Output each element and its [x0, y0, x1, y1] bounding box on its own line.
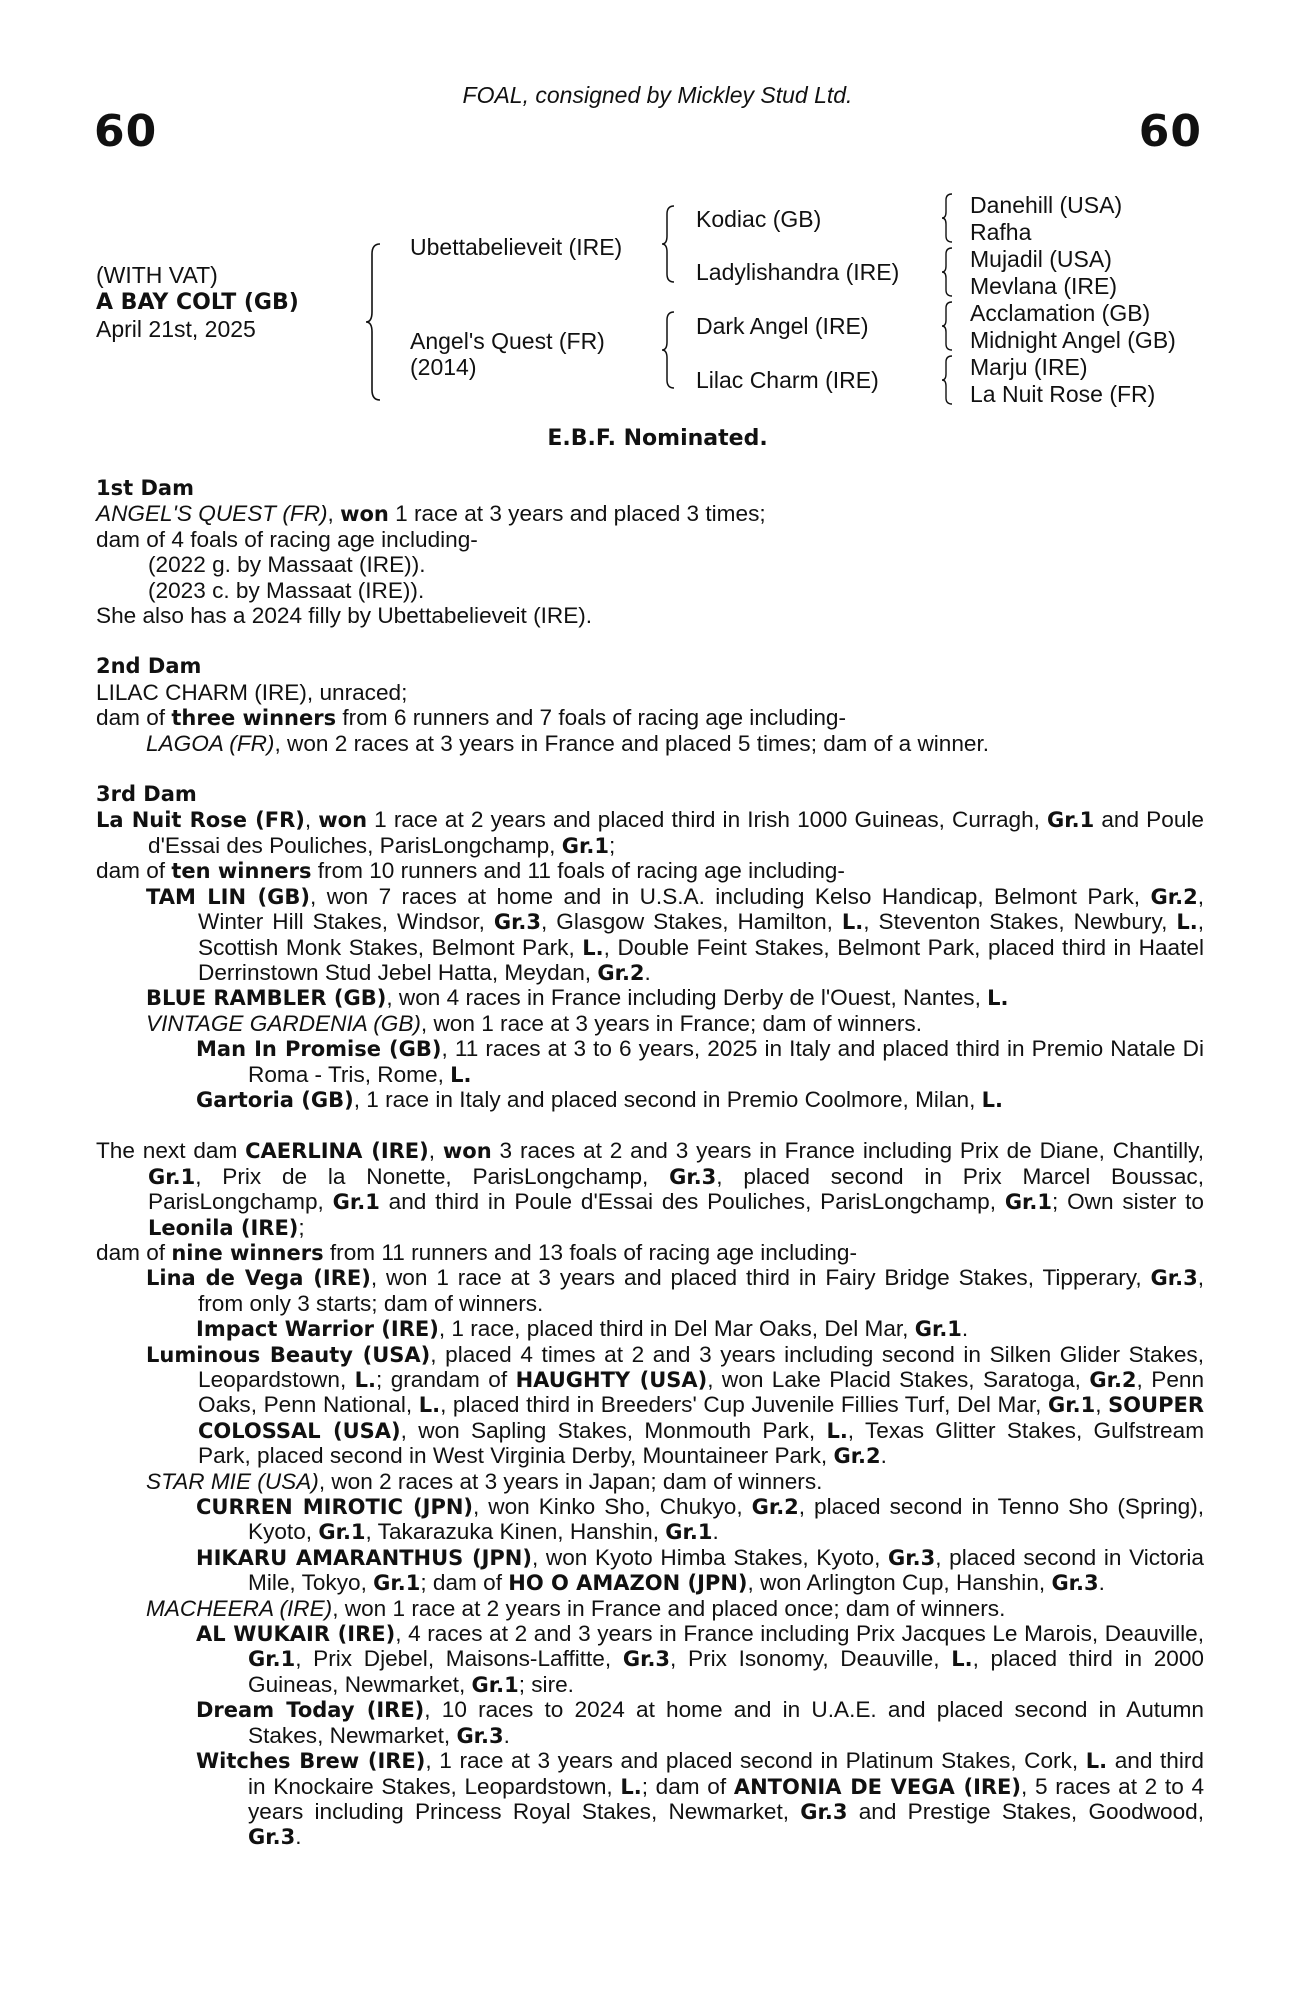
second-dam-heading: 2nd Dam — [96, 654, 202, 679]
dam-year: (2014) — [410, 354, 477, 380]
pedigree-table — [96, 192, 1226, 420]
next-dam-section — [96, 1138, 1204, 1849]
second-dam-section — [96, 654, 1204, 756]
lagoa-entry: LAGOA (FR), won 2 races at 3 years in France and placed 5 times; dam of a winner. — [146, 730, 990, 756]
caerlina-line: The next dam CAERLINA (IRE), won 3 races at 2 and 3 years in France including Prix de Diane, Chantilly, Gr.1, Prix de la Nonette, ParisLongchamp, Gr.3, placed second in Prix Marcel Boussac, ParisLongchamp, Gr.1 and third in Poule d'Essai des Pouliches, ParisLongchamp, Gr.1; Own sister to Leonila (IRE); — [96, 1138, 1205, 1240]
third-dam-section — [96, 782, 1204, 1112]
ggp-1: Danehill (USA) — [970, 192, 1123, 218]
ebf-nomination: E.B.F. Nominated. — [547, 426, 768, 451]
ggp-7: Marju (IRE) — [970, 354, 1088, 380]
dam-sire: Dark Angel (IRE) — [696, 313, 869, 339]
tam-lin-entry: TAM LIN (GB), won 7 races at home and in U.S.A. including Kelso Handicap, Belmont Park, Gr.2, Winter Hill Stakes, Windsor, Gr.3, Glasgow Stakes, Hamilton, L., Steventon Stakes, Newbury, L., Scottish Monk Stakes, Belmont Park, L., Double Feint Stakes, Belmont Park, placed third in Haatel Derrinstown Stud Jebel Hatta, Meydan, Gr.2. — [146, 883, 1204, 985]
brace-ggp-3 — [942, 300, 954, 352]
ggp-6: Midnight Angel (GB) — [970, 327, 1176, 353]
sire-sire: Kodiac (GB) — [696, 206, 822, 232]
vat-note: (WITH VAT) — [96, 262, 218, 288]
brace-main — [366, 242, 382, 402]
first-dam-name: ANGEL'S QUEST (FR) — [96, 501, 328, 527]
lot-title: A BAY COLT (GB) — [96, 290, 299, 315]
man-in-promise-entry: Man In Promise (GB), 11 races at 3 to 6 years, 2025 in Italy and placed third in Premio Natale Di Roma - Tris, Rome, L. — [196, 1036, 1204, 1087]
first-dam-won: won — [340, 501, 389, 527]
blue-rambler-entry: BLUE RAMBLER (GB), won 4 races in France including Derby de l'Ouest, Nantes, L. — [146, 985, 1009, 1011]
lot-number-right: 60 — [1138, 106, 1202, 157]
foaling-date: April 21st, 2025 — [96, 316, 256, 342]
brace-ggp-1 — [942, 192, 954, 244]
hikaru-amaranthus-entry: HIKARU AMARANTHUS (JPN), won Kyoto Himba Stakes, Kyoto, Gr.3, placed second in Victoria Mile, Tokyo, Gr.1; dam of HO O AMAZON (JPN), won Arlington Cup, Hanshin, Gr.3. — [196, 1544, 1205, 1596]
witches-brew-entry: Witches Brew (IRE), 1 race at 3 years and placed second in Platinum Stakes, Cork, L. and third in Knockaire Stakes, Leopardstown, L.; dam of ANTONIA DE VEGA (IRE), 5 races at 2 to 4 years including Princess Royal Stakes, Newmarket, Gr.3 and Prestige Stakes, Goodwood, Gr.3. — [196, 1748, 1205, 1850]
impact-warrior-entry: Impact Warrior (IRE), 1 race, placed third in Del Mar Oaks, Del Mar, Gr.1. — [196, 1316, 969, 1342]
brace-ggp-4 — [942, 354, 954, 406]
brace-ggp-2 — [942, 246, 954, 298]
consignor-line: FOAL, consigned by Mickley Stud Ltd. — [462, 82, 853, 108]
curren-mirotic-entry: CURREN MIROTIC (JPN), won Kinko Sho, Chukyo, Gr.2, placed second in Tenno Sho (Spring), Kyoto, Gr.1, Takarazuka Kinen, Hanshin, Gr.1. — [196, 1494, 1204, 1545]
dam-dam: Lilac Charm (IRE) — [696, 367, 879, 393]
luminous-beauty-entry: Luminous Beauty (USA), placed 4 times at 2 and 3 years including second in Silken Glider Stakes, Leopardstown, L.; grandam of HAUGHTY (USA), won Lake Placid Stakes, Saratoga, Gr.2, Penn Oaks, Penn National, L., placed third in Breeders' Cup Juvenile Fillies Turf, Del Mar, Gr.1, SOUPER COLOSSAL (USA), won Sapling Stakes, Monmouth Park, L., Texas Glitter Stakes, Gulfstream Park, placed second in West Virginia Derby, Mountaineer Park, Gr.2. — [146, 1341, 1205, 1469]
third-dam-line: La Nuit Rose (FR), won 1 race at 2 years and placed third in Irish 1000 Guineas, Curragh, Gr.1 and Poule d'Essai des Pouliches, ParisLongchamp, Gr.1; — [96, 807, 1204, 858]
brace-dam — [662, 310, 676, 390]
first-dam-heading: 1st Dam — [96, 476, 194, 500]
ggp-5: Acclamation (GB) — [970, 300, 1151, 326]
dream-today-entry: Dream Today (IRE), 10 races to 2024 at home and in U.A.E. and placed second in Autumn Stakes, Newmarket, Gr.3. — [196, 1697, 1205, 1748]
ggp-8: La Nuit Rose (FR) — [970, 381, 1156, 407]
ggp-4: Mevlana (IRE) — [970, 273, 1117, 299]
lot-number-left: 60 — [94, 106, 158, 157]
first-dam-line: ANGEL'S QUEST (FR), won 1 race at 3 years and placed 3 times; — [96, 501, 766, 527]
ggp-3: Mujadil (USA) — [970, 246, 1112, 272]
catalogue-body — [96, 476, 1204, 1850]
second-dam-dam-of: dam of three winners from 6 runners and 7 foals of racing age including- — [96, 705, 847, 731]
star-mie-entry: STAR MIE (USA), won 2 races at 3 years in Japan; dam of winners. — [146, 1468, 823, 1494]
al-wukair-entry: AL WUKAIR (IRE), 4 races at 2 and 3 years in France including Prix Jacques Le Marois, Deauville, Gr.1, Prix Djebel, Maisons-Laffitte, Gr.3, Prix Isonomy, Deauville, L., placed third in 2000 Guineas, Newmarket, Gr.1; sire. — [196, 1621, 1204, 1697]
ggp-2: Rafha — [970, 219, 1032, 245]
sire: Ubettabelieveit (IRE) — [410, 234, 623, 260]
sire-dam: Ladylishandra (IRE) — [696, 259, 900, 285]
first-dam-foal-2: (2023 c. by Massaat (IRE)). — [148, 577, 425, 603]
caerlina-dam-of: dam of nine winners from 11 runners and 13 foals of racing age including- — [96, 1239, 857, 1265]
second-dam-line: LILAC CHARM (IRE), unraced; — [96, 679, 408, 705]
first-dam-foal-1: (2022 g. by Massaat (IRE)). — [148, 552, 426, 578]
vintage-gardenia-entry: VINTAGE GARDENIA (GB), won 1 race at 3 years in France; dam of winners. — [146, 1010, 922, 1036]
macheera-entry: MACHEERA (IRE), won 1 race at 2 years in France and placed once; dam of winners. — [146, 1595, 1006, 1621]
third-dam-dam-of: dam of ten winners from 10 runners and 11 foals of racing age including- — [96, 858, 845, 884]
third-dam-heading: 3rd Dam — [96, 782, 197, 807]
gartoria-entry: Gartoria (GB), 1 race in Italy and placed second in Premio Coolmore, Milan, L. — [196, 1086, 1003, 1112]
lina-de-vega-entry: Lina de Vega (IRE), won 1 race at 3 years and placed third in Fairy Bridge Stakes, Tipperary, Gr.3, from only 3 starts; dam of winners. — [146, 1265, 1204, 1316]
brace-sire — [662, 204, 676, 284]
dam: Angel's Quest (FR) — [410, 328, 605, 354]
first-dam-note: She also has a 2024 filly by Ubettabelieveit (IRE). — [96, 603, 593, 629]
first-dam-dam-of: dam of 4 foals of racing age including- — [96, 526, 478, 552]
first-dam-section — [96, 476, 1204, 628]
